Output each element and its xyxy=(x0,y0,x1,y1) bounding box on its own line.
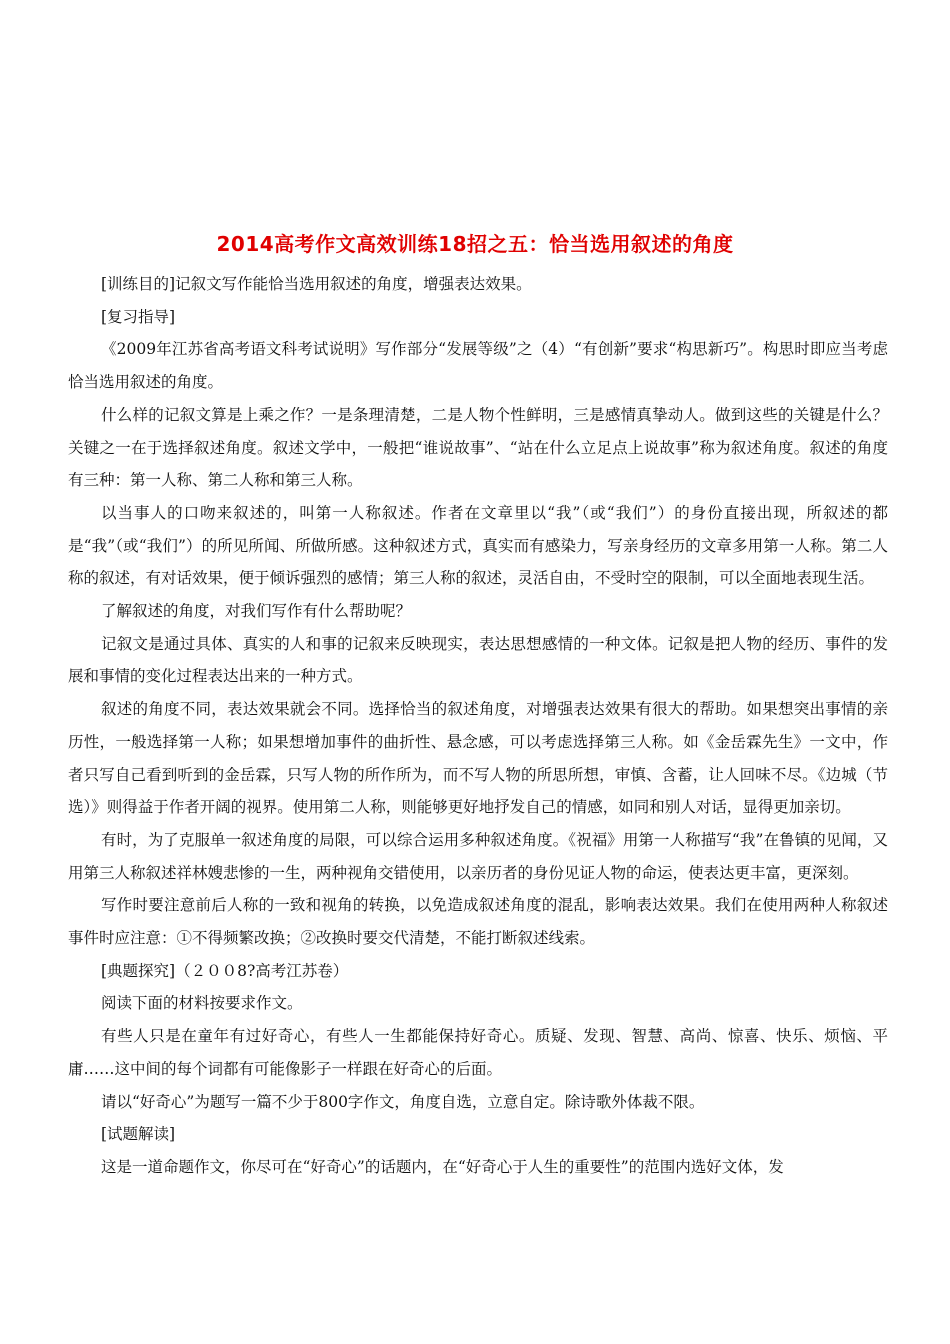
document-title: 2014高考作文高效训练18招之五：恰当选用叙述的角度 xyxy=(216,232,734,256)
paragraph: 以当事人的口吻来叙述的，叫第一人称叙述。作者在文章里以“我”（或“我们”）的身份直接出现，所叙述的都是“我”（或“我们”）的所见所闻、所做所感。这种叙述方式，真实而有感染力，写亲身经历的文章多用第一人称。第二人称的叙述，有对话效果，便于倾诉强烈的感情；第三人称的叙述，灵活自由，不受时空的限制，可以全面地表现生活。 xyxy=(68,503,888,588)
paragraph-review-heading: [复习指导] xyxy=(101,307,176,326)
paragraph: 有时，为了克服单一叙述角度的局限，可以综合运用多种叙述角度。《祝福》用第一人称描写“我”在鲁镇的见闻，又用第三人称叙述祥林嫂悲惨的一生，两种视角交错使用，以亲历者的身份见证人物的命运，使表达更丰富，更深刻。 xyxy=(68,830,888,882)
paragraph: 这是一道命题作文，你尽可在“好奇心”的话题内，在“好奇心于人生的重要性”的范围内选好文体，发 xyxy=(101,1157,784,1176)
paragraph: 什么样的记叙文算是上乘之作？一是条理清楚，二是人物个性鲜明，三是感情真挚动人。做到这些的关键是什么？关键之一在于选择叙述角度。叙述文学中，一般把“谁说故事”、“站在什么立足点上说故事”称为叙述角度。叙述的角度有三种：第一人称、第二人称和第三人称。 xyxy=(68,405,888,490)
paragraph: 阅读下面的材料按要求作文。 xyxy=(101,994,303,1013)
paragraph: 记叙文是通过具体、真实的人和事的记叙来反映现实，表达思想感情的一种文体。记叙是把人物的经历、事件的发展和事情的变化过程表达出来的一种方式。 xyxy=(68,634,888,686)
paragraph: 有些人只是在童年有过好奇心，有些人一生都能保持好奇心。质疑、发现、智慧、高尚、惊喜、快乐、烦恼、平庸……这中间的每个词都有可能像影子一样跟在好奇心的后面。 xyxy=(68,1027,888,1078)
paragraph: 请以“好奇心”为题写一篇不少于800字作文，角度自选，立意自定。除诗歌外体裁不限。 xyxy=(101,1092,705,1111)
paragraph-analysis-heading: [试题解读] xyxy=(101,1125,176,1144)
paragraph-example-heading: [典题探究]（２００8?高考江苏卷） xyxy=(101,961,349,980)
paragraph: 写作时要注意前后人称的一致和视角的转换，以免造成叙述角度的混乱，影响表达效果。我们在使用两种人称叙述事件时应注意：①不得频繁改换；②改换时要交代清楚，不能打断叙述线索。 xyxy=(68,896,888,948)
paragraph: 了解叙述的角度，对我们写作有什么帮助呢？ xyxy=(101,602,412,621)
document-body xyxy=(68,268,888,1184)
paragraph: 《2009年江苏省高考语文科考试说明》写作部分“发展等级”之（4）“有创新”要求“构思新巧”。构思时即应当考虑恰当选用叙述的角度。 xyxy=(68,340,888,392)
paragraph: 叙述的角度不同，表达效果就会不同。选择恰当的叙述角度，对增强表达效果有很大的帮助。如果想突出事情的亲历性，一般选择第一人称；如果想增加事件的曲折性、悬念感，可以考虑选择第三人称。如《金岳霖先生》一文中，作者只写自己看到听到的金岳霖，只写人物的所作所为，而不写人物的所思所想，审慎、含蓄，让人回味不尽。《边城（节选）》则得益于作者开阔的视界。使用第二人称，则能够更好地抒发自己的情感，如同和别人对话，显得更加亲切。 xyxy=(68,700,888,817)
paragraph-training-goal: [训练目的]记叙文写作能恰当选用叙述的角度，增强表达效果。 xyxy=(101,275,532,293)
